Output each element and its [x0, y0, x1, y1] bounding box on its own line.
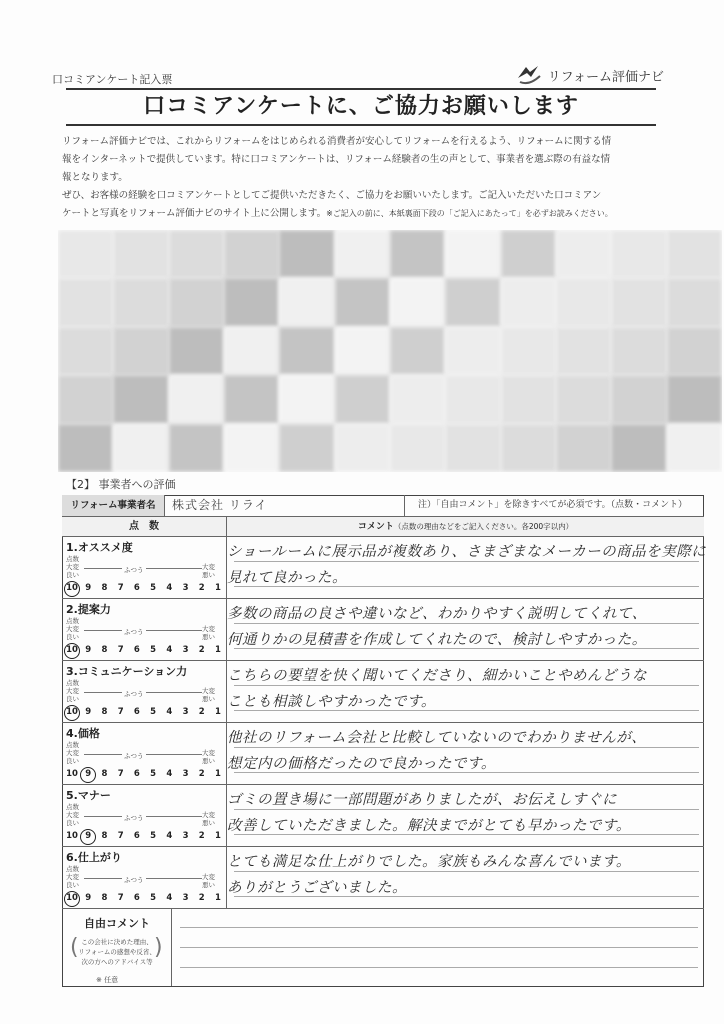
score-option-3[interactable]: 3 — [182, 583, 189, 593]
rating-row — [62, 599, 704, 661]
free-comment-hint — [74, 937, 160, 967]
scale-right-top: 大変 — [202, 687, 215, 695]
form-label: 口コミアンケート記入票 — [52, 73, 173, 86]
ruled-line — [234, 747, 699, 748]
scale-right-label — [202, 749, 215, 765]
ruled-line — [234, 623, 699, 624]
scale-middle-label: ふつう — [124, 814, 144, 822]
redaction-block — [390, 424, 445, 472]
score-option-5[interactable]: 5 — [150, 769, 157, 779]
redacted-area — [58, 230, 722, 472]
criterion-title: 1.オススメ度 — [66, 541, 133, 554]
redaction-block — [667, 375, 722, 423]
score-option-7[interactable]: 7 — [117, 645, 124, 655]
scale-left-label — [66, 563, 79, 579]
redaction-block — [556, 327, 611, 375]
free-comment-title: 自由コメント — [84, 917, 150, 930]
ruled-line — [234, 710, 699, 711]
score-column-header: 点 数 — [62, 517, 227, 536]
score-option-2[interactable]: 2 — [198, 583, 205, 593]
redaction-block — [445, 230, 500, 278]
redaction-block — [113, 278, 168, 326]
page-title: 口コミアンケートに、ご協力お願いします — [66, 88, 656, 126]
score-option-2[interactable]: 2 — [198, 707, 205, 717]
redaction-block — [667, 327, 722, 375]
intro-line-5-text: ケートと写真をリフォーム評価ナビのサイト上に公開します。 — [62, 208, 327, 219]
redaction-block — [667, 278, 722, 326]
score-option-7[interactable]: 7 — [117, 707, 124, 717]
intro-text — [62, 133, 662, 223]
scale-middle-label: ふつう — [124, 628, 144, 636]
scale-left-bottom: 良い — [66, 881, 79, 889]
score-option-7[interactable]: 7 — [117, 831, 124, 841]
scale-left-label — [66, 687, 79, 703]
score-option-10[interactable]: 10 — [66, 831, 78, 841]
ruled-line — [180, 947, 698, 948]
comment-line-1: ゴミの置き場に一部問題がありましたが、お伝えしすぐに — [227, 792, 617, 808]
redaction-block — [390, 375, 445, 423]
redaction-block — [390, 278, 445, 326]
redaction-block — [501, 424, 556, 472]
scale-right-label — [202, 873, 215, 889]
rating-row — [62, 723, 704, 785]
ruled-line — [234, 648, 699, 649]
redaction-block — [58, 375, 113, 423]
intro-line-2: 報をインターネットで提供しています。特に口コミアンケートは、リフォーム経験者の生の声として、事業者を選ぶ際の有益な情 — [62, 154, 611, 165]
criterion-title: 5.マナー — [66, 789, 111, 802]
scale-left-top: 大変 — [66, 687, 79, 695]
scale-right-bottom: 悪い — [202, 819, 215, 827]
score-option-6[interactable]: 6 — [133, 645, 140, 655]
business-name-field[interactable]: 株式会社 リライ — [172, 498, 268, 512]
ruled-line — [234, 561, 699, 562]
redaction-block — [501, 230, 556, 278]
score-option-2[interactable]: 2 — [198, 893, 205, 903]
scale-middle-label: ふつう — [124, 566, 144, 574]
score-option-10[interactable]: 10 — [66, 645, 78, 655]
score-option-9[interactable]: 9 — [82, 831, 94, 841]
free-hint-2: リフォームの感想や反省、 — [78, 948, 156, 956]
points-label: 点数 — [66, 679, 79, 687]
redaction-block — [335, 327, 390, 375]
score-option-4[interactable]: 4 — [166, 893, 173, 903]
score-option-6[interactable]: 6 — [133, 831, 140, 841]
scale-right-label — [202, 625, 215, 641]
divider — [404, 495, 405, 516]
redaction-block — [58, 278, 113, 326]
intro-line-4: ぜひ、お客様の経験を口コミアンケートとしてご提供いただきたく、ご協力をお願いいたします。ご記入いただいた口コミアン — [62, 190, 602, 201]
redaction-block — [445, 278, 500, 326]
score-option-5[interactable]: 5 — [150, 893, 157, 903]
score-option-8[interactable]: 8 — [101, 831, 108, 841]
section-heading: 【2】 事業者への評価 — [66, 478, 176, 491]
score-option-10[interactable]: 10 — [66, 707, 78, 717]
scale-left-label — [66, 749, 79, 765]
scale-left-top: 大変 — [66, 749, 79, 757]
score-option-8[interactable]: 8 — [101, 893, 108, 903]
redaction-block — [667, 230, 722, 278]
intro-note: ※ご記入の前に、本紙裏面下段の「ご記入にあたって」を必ずお読みください。 — [326, 209, 613, 218]
redaction-block — [224, 327, 279, 375]
redaction-block — [667, 424, 722, 472]
points-label: 点数 — [66, 803, 79, 811]
score-cell — [62, 599, 227, 660]
redaction-block — [224, 230, 279, 278]
comment-line-2: 改善していただきました。解決までがとても早かったです。 — [227, 818, 631, 834]
required-note: 注）「自由コメント」を除きすべてが必須です。（点数・コメント） — [418, 500, 688, 510]
comment-cell[interactable] — [227, 785, 704, 846]
redaction-block — [390, 327, 445, 375]
redaction-block — [58, 424, 113, 472]
comment-cell[interactable] — [227, 537, 707, 598]
score-option-3[interactable]: 3 — [182, 769, 189, 779]
redaction-block — [224, 278, 279, 326]
score-option-2[interactable]: 2 — [198, 769, 205, 779]
scale-left-label — [66, 873, 79, 889]
redaction-block — [445, 424, 500, 472]
comment-line-1: とても満足な仕上がりでした。家族もみんな喜んでいます。 — [227, 854, 631, 870]
score-option-4[interactable]: 4 — [166, 769, 173, 779]
ruled-line — [234, 809, 699, 810]
scale-left-bottom: 良い — [66, 571, 79, 579]
score-option-6[interactable]: 6 — [133, 893, 140, 903]
redaction-block — [279, 375, 334, 423]
intro-line-3: 報となります。 — [62, 172, 128, 183]
brand-mark-icon — [516, 64, 542, 86]
redaction-block — [556, 278, 611, 326]
redaction-block — [335, 375, 390, 423]
comment-line-2: 見れて良かった。 — [227, 570, 347, 586]
score-option-5[interactable]: 5 — [150, 831, 157, 841]
score-option-3[interactable]: 3 — [182, 707, 189, 717]
left-bracket: ( — [70, 935, 79, 960]
score-option-4[interactable]: 4 — [166, 707, 173, 717]
rating-row — [62, 847, 704, 909]
scale-middle-label: ふつう — [124, 752, 144, 760]
comment-line-1: 他社のリフォーム会社と比較していないのでわかりませんが、 — [227, 730, 647, 746]
score-option-6[interactable]: 6 — [133, 707, 140, 717]
intro-line-5 — [62, 205, 662, 223]
score-option-8[interactable]: 8 — [101, 645, 108, 655]
comment-header-hint: （点数の理由などをご記入ください。各200字以内） — [393, 522, 574, 531]
free-hint-3: 次の方へのアドバイス等 — [81, 958, 153, 966]
redaction-block — [224, 424, 279, 472]
free-comment-row — [62, 909, 704, 987]
score-cell — [62, 723, 227, 784]
criterion-title: 4.価格 — [66, 727, 100, 740]
redaction-block — [556, 424, 611, 472]
score-option-7[interactable]: 7 — [117, 583, 124, 593]
redaction-block — [390, 230, 445, 278]
score-option-1[interactable]: 1 — [215, 645, 221, 655]
intro-line-1: リフォーム評価ナビでは、これからリフォームをはじめられる消費者が安心してリフォームを行えるよう、リフォームに関する情 — [62, 136, 612, 147]
redaction-block — [611, 424, 666, 472]
comment-cell[interactable] — [227, 847, 704, 908]
score-option-6[interactable]: 6 — [133, 769, 140, 779]
redaction-block — [611, 327, 666, 375]
scale-left-top: 大変 — [66, 811, 79, 819]
score-options — [66, 893, 224, 903]
redaction-block — [169, 230, 224, 278]
score-option-4[interactable]: 4 — [166, 831, 173, 841]
score-options — [66, 583, 224, 593]
score-option-1[interactable]: 1 — [215, 831, 221, 841]
redaction-block — [611, 230, 666, 278]
scale-right-label — [202, 811, 215, 827]
scale-middle-label: ふつう — [124, 876, 144, 884]
comment-line-2: 何通りかの見積書を作成してくれたので、検討しやすかった。 — [227, 632, 647, 648]
scale-left-bottom: 良い — [66, 819, 79, 827]
brand-logo — [516, 64, 664, 86]
score-cell — [62, 537, 227, 598]
optional-note: ※ 任意 — [96, 976, 119, 984]
score-option-10[interactable]: 10 — [66, 893, 78, 903]
ruled-line — [234, 896, 699, 897]
score-option-9[interactable]: 9 — [85, 645, 92, 655]
comment-line-1: ショールームに展示品が複数あり、さまざまなメーカーの商品を実際に — [227, 544, 707, 560]
scale-right-bottom: 悪い — [202, 633, 215, 641]
scale-right-bottom: 悪い — [202, 695, 215, 703]
comment-cell[interactable] — [227, 661, 704, 722]
comment-line-1: 多数の商品の良さや違いなど、わかりやすく説明してくれて、 — [227, 606, 647, 622]
score-option-5[interactable]: 5 — [150, 645, 157, 655]
redaction-block — [556, 230, 611, 278]
table-header — [62, 517, 704, 537]
criterion-title: 6.仕上がり — [66, 851, 122, 864]
redaction-block — [113, 327, 168, 375]
score-option-1[interactable]: 1 — [215, 583, 221, 593]
comment-line-2: ことも相談しやすかったです。 — [227, 694, 436, 710]
score-option-2[interactable]: 2 — [198, 645, 205, 655]
redaction-block — [113, 230, 168, 278]
score-option-5[interactable]: 5 — [150, 583, 157, 593]
points-label: 点数 — [66, 555, 79, 563]
scale-right-bottom: 悪い — [202, 757, 215, 765]
score-option-1[interactable]: 1 — [215, 769, 221, 779]
scale-right-label — [202, 563, 215, 579]
comment-header-label: コメント — [357, 522, 394, 532]
redaction-block — [113, 424, 168, 472]
scale-right-bottom: 悪い — [202, 881, 215, 889]
scale-right-bottom: 悪い — [202, 571, 215, 579]
scale-right-top: 大変 — [202, 873, 215, 881]
redaction-block — [501, 327, 556, 375]
score-option-1[interactable]: 1 — [215, 893, 221, 903]
score-option-5[interactable]: 5 — [150, 707, 157, 717]
comment-line-1: こちらの要望を快く聞いてくださり、細かいことやめんどうな — [227, 668, 647, 684]
free-comment-label-box — [62, 909, 172, 986]
score-option-4[interactable]: 4 — [166, 645, 173, 655]
scale-left-bottom: 良い — [66, 633, 79, 641]
comment-column-header — [227, 517, 704, 536]
score-option-8[interactable]: 8 — [101, 583, 108, 593]
score-option-9[interactable]: 9 — [85, 893, 92, 903]
score-option-7[interactable]: 7 — [117, 893, 124, 903]
scale-left-bottom: 良い — [66, 695, 79, 703]
score-cell — [62, 661, 227, 722]
scale-left-top: 大変 — [66, 563, 79, 571]
redaction-block — [279, 278, 334, 326]
scale-right-label — [202, 687, 215, 703]
scale-middle-label: ふつう — [124, 690, 144, 698]
score-options — [66, 707, 224, 717]
score-option-9[interactable]: 9 — [85, 583, 92, 593]
redaction-block — [556, 375, 611, 423]
rating-row — [62, 537, 707, 599]
scale-left-top: 大変 — [66, 873, 79, 881]
ruled-line — [234, 871, 699, 872]
scale-right-top: 大変 — [202, 563, 215, 571]
score-option-3[interactable]: 3 — [182, 831, 189, 841]
scale-left-bottom: 良い — [66, 757, 79, 765]
ruled-line — [234, 834, 699, 835]
scale-right-top: 大変 — [202, 749, 215, 757]
redaction-block — [335, 278, 390, 326]
score-option-4[interactable]: 4 — [166, 583, 173, 593]
ruled-line — [234, 772, 699, 773]
redaction-block — [169, 327, 224, 375]
score-option-1[interactable]: 1 — [215, 707, 221, 717]
ruled-line — [180, 927, 698, 928]
score-cell — [62, 785, 227, 846]
redaction-block — [58, 327, 113, 375]
score-cell — [62, 847, 227, 908]
score-option-3[interactable]: 3 — [182, 893, 189, 903]
comment-line-2: ありがとうございました。 — [227, 880, 407, 896]
score-option-8[interactable]: 8 — [101, 769, 108, 779]
score-option-10[interactable]: 10 — [66, 769, 78, 779]
score-option-10[interactable]: 10 — [66, 583, 78, 593]
redaction-block — [169, 375, 224, 423]
redaction-block — [501, 278, 556, 326]
score-options — [66, 769, 224, 779]
criterion-title: 3.コミュニケーション力 — [66, 665, 188, 678]
score-option-9[interactable]: 9 — [85, 707, 92, 717]
free-hint-1: この会社に決めた理由、 — [81, 938, 153, 946]
score-option-6[interactable]: 6 — [133, 583, 140, 593]
points-label: 点数 — [66, 741, 79, 749]
business-label: リフォーム事業者名 — [62, 495, 165, 516]
score-option-9[interactable]: 9 — [82, 769, 94, 779]
redaction-block — [279, 424, 334, 472]
redaction-block — [169, 278, 224, 326]
right-bracket: ) — [154, 935, 163, 960]
ruled-line — [180, 967, 698, 968]
scale-right-top: 大変 — [202, 625, 215, 633]
redaction-block — [501, 375, 556, 423]
score-options — [66, 831, 224, 841]
redaction-block — [224, 375, 279, 423]
score-option-7[interactable]: 7 — [117, 769, 124, 779]
score-option-8[interactable]: 8 — [101, 707, 108, 717]
comment-cell[interactable] — [227, 723, 704, 784]
criterion-title: 2.提案力 — [66, 603, 111, 616]
score-option-3[interactable]: 3 — [182, 645, 189, 655]
redaction-block — [279, 327, 334, 375]
redaction-block — [611, 375, 666, 423]
scale-right-top: 大変 — [202, 811, 215, 819]
redaction-block — [445, 327, 500, 375]
rating-row — [62, 661, 704, 723]
comment-cell[interactable] — [227, 599, 704, 660]
ruled-line — [234, 685, 699, 686]
scale-left-label — [66, 811, 79, 827]
redaction-block — [335, 424, 390, 472]
points-label: 点数 — [66, 617, 79, 625]
redaction-block — [113, 375, 168, 423]
comment-line-2: 想定内の価格だったので良かったです。 — [227, 756, 496, 772]
ruled-line — [234, 586, 699, 587]
score-options — [66, 645, 224, 655]
redaction-block — [445, 375, 500, 423]
brand-name: リフォーム評価ナビ — [547, 69, 664, 85]
redaction-block — [169, 424, 224, 472]
rating-row — [62, 785, 704, 847]
redaction-block — [58, 230, 113, 278]
scale-left-label — [66, 625, 79, 641]
points-label: 点数 — [66, 865, 79, 873]
redaction-block — [279, 230, 334, 278]
redaction-block — [335, 230, 390, 278]
business-row — [62, 495, 704, 517]
redaction-block — [611, 278, 666, 326]
scale-left-top: 大変 — [66, 625, 79, 633]
score-option-2[interactable]: 2 — [198, 831, 205, 841]
